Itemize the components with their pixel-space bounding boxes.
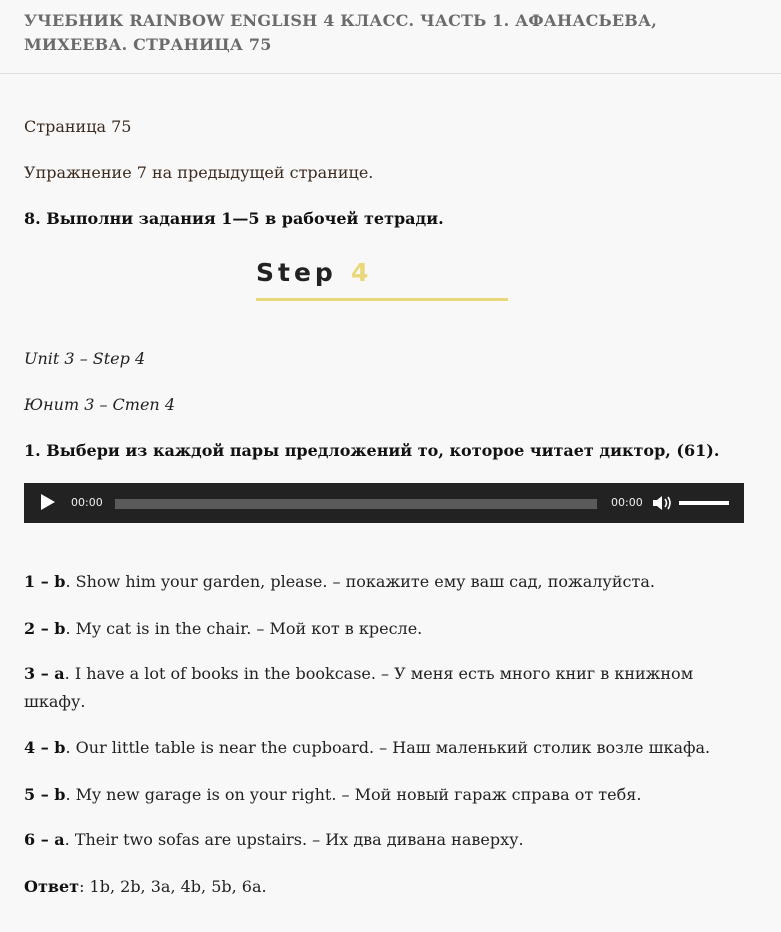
audio-player — [24, 483, 744, 523]
answer-number: 1 – b — [24, 572, 66, 591]
answer-text: . Our little table is near the cupboard. – Наш маленький столик возле шкафа. — [65, 738, 711, 757]
exercise-note: Упражнение 7 на предыдущей странице. — [24, 163, 374, 182]
step-underline — [256, 298, 508, 301]
volume-icon[interactable] — [652, 494, 674, 512]
answer-number: 4 – b — [24, 738, 66, 757]
answer-number: 3 – a — [24, 664, 65, 683]
unit-title-ru: Юнит 3 – Степ 4 — [24, 395, 175, 414]
progress-rail[interactable] — [115, 499, 597, 509]
answer-item — [24, 734, 714, 762]
page-header — [0, 0, 781, 74]
final-answer-label: Ответ — [24, 877, 80, 896]
answer-item — [24, 568, 714, 596]
final-answer — [24, 873, 714, 901]
answer-text: . My cat is in the chair. – Мой кот в кресле. — [65, 619, 423, 638]
task-8-heading: 8. Выполни задания 1—5 в рабочей тетради. — [24, 209, 444, 228]
volume-slider[interactable] — [679, 501, 729, 505]
final-answer-text: : 1b, 2b, 3a, 4b, 5b, 6a. — [79, 877, 267, 896]
page-title: УЧЕБНИК RAINBOW ENGLISH 4 КЛАСС. ЧАСТЬ 1. АФАНАСЬЕВА, МИХЕЕВА. СТРАНИЦА 75 — [24, 11, 658, 54]
page-label: Страница 75 — [24, 117, 132, 136]
answer-item — [24, 660, 714, 716]
duration-time: 00:00 — [611, 496, 643, 509]
answer-item — [24, 781, 714, 809]
current-time: 00:00 — [71, 496, 103, 509]
answer-text: . Show him your garden, please. – покажите ему ваш сад, пожалуйста. — [65, 572, 655, 591]
step-number: 4 — [351, 258, 369, 287]
step-word: Step — [256, 258, 337, 287]
answer-item — [24, 826, 714, 854]
unit-title-en: Unit 3 – Step 4 — [24, 349, 146, 368]
answer-text: . My new garage is on your right. – Мой новый гараж справа от тебя. — [65, 785, 642, 804]
answer-text: . I have a lot of books in the bookcase. – У меня есть много книг в книжном шкафу. — [24, 664, 694, 711]
step-banner — [256, 258, 508, 304]
answer-number: 5 – b — [24, 785, 66, 804]
play-icon[interactable] — [41, 494, 55, 510]
answer-item — [24, 615, 714, 643]
task-1-heading: 1. Выбери из каждой пары предложений то, которое читает диктор, (61). — [24, 441, 720, 460]
answer-number: 2 – b — [24, 619, 66, 638]
answer-number: 6 – a — [24, 830, 65, 849]
answer-text: . Their two sofas are upstairs. – Их два дивана наверху. — [64, 830, 524, 849]
